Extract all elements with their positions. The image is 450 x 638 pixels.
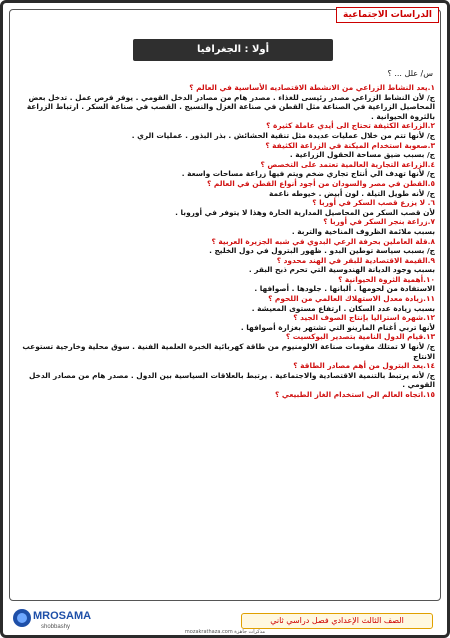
intro-prompt: س/ علل ... ؟ <box>387 69 433 78</box>
question-15: ١٥.اتجاه العالم الي استخدام الغاز الطبيعي ؟ <box>274 390 435 399</box>
question-7: ٧.زراعة بنجر السكر في أوربا ؟ <box>323 217 435 227</box>
answer-3: ج/ بسبب ضيق مساحة الحقول الزراعية . <box>289 150 435 160</box>
answer-8: ج/ بسبب سياسة توطين البدو . ظهور البترول في دول الخليج . <box>209 246 435 256</box>
answer-9: بسبب وجود الديانة الهندوسية التي تحرم ذبح البقر . <box>248 265 435 275</box>
question-13: ١٣.قيام الدول النامية بتصدير البوكسيت ؟ <box>285 332 435 342</box>
footer <box>3 601 447 635</box>
question-1: ١.يعد النشاط الزراعي من الانشطة الاقتصاديه الأساسية في العالم ؟ <box>189 83 435 92</box>
question-answer-list <box>15 83 435 400</box>
answer-13: ج/ لأنها لا تمتلك مقومات صناعة الالومنيوم من طاقة كهربائية الخبرة العلمية الفنية . سوق محلية وخارجية تستوعب الانتاج <box>22 342 435 361</box>
answer-12: لأنها تربي أغنام المارينو التي تشتهر بغزارة أصوافها . <box>240 322 435 332</box>
question-10: ١٠.أهمية الثروة الحيوانية ؟ <box>338 274 435 284</box>
question-3: ٣.صعوبة استخدام الميكنة في الزراعة الكثيفة ؟ <box>265 140 435 150</box>
site-watermark: مذكرات جاهزة mozakrathaza.com <box>184 629 266 635</box>
question-5: ٥.القطن في مصر والسودان من أجود أنواع القطن في العالم ؟ <box>207 178 435 188</box>
logo-subtext: shobbashy <box>41 624 71 630</box>
answer-10: الاستفادة من لحومها . ألبانها . جلودها . أصوافها . <box>254 284 435 294</box>
question-8: ٨.قلة العاملين بحرفة الرعي البدوي في شبه الجزيرة العربية ؟ <box>211 236 435 246</box>
question-4: ٤.الزراعة التجارية العالمية تعتمد على التخصص ؟ <box>260 159 435 169</box>
answer-5: ج/ لأنه طويل التيلة . لون أبيض . خيوطه ناعمة <box>269 188 435 198</box>
logo-text: MROSAMA <box>33 610 92 622</box>
question-6: ٦. لا يزرع قصب السكر في أوربا ؟ <box>312 198 435 208</box>
question-9: ٩.القيمة الاقتصادية للبقر في الهند محدود ؟ <box>276 255 435 265</box>
mrosama-logo <box>11 605 113 631</box>
answer-14: ج/ لأنه يرتبط بالتنمية الاقتصادية والاجتماعية . يرتبط بالعلاقات السياسية بين الدول . مصدر هام من مصادر الدخل القومي . <box>28 370 435 390</box>
question-14: ١٤.يعد البترول من أهم مصادر الطاقة ؟ <box>293 361 435 371</box>
section-title-banner: أولا : الجغرافيا <box>133 39 333 61</box>
answer-6: لأن قصب السكر من المحاصيل المدارية الحارة وهذا لا يتوفر في أوروبا . <box>175 207 435 217</box>
subject-tab: الدراسات الاجتماعية <box>336 7 439 23</box>
grade-term-label: الصف الثالث الإعدادي فصل دراسي ثاني <box>241 613 433 629</box>
answer-1: ج/ لأن النشاط الزراعي مصدر رئيسى للغذاء . مصدر هام من مصادر الدخل القومي . يوفر فرص عمل . تدخل بعض المحاصيل الزراعية في الصناعة مثل القطن في صناعة الغزل والنسيج . القصب في صناعة السكر . ارتباط الزراعة بالثروة الحيوانية . <box>26 92 435 121</box>
answer-2: ج/ لأنها تتم من خلال عمليات عديدة مثل تنقية الحشائش . بذر البذور . عمليات الري . <box>131 130 435 140</box>
answer-7: بسبب ملائمة الظروف المناخية والتربة . <box>291 226 435 236</box>
question-11: ١١.زيادة معدل الاستهلاك العالمي من اللحوم ؟ <box>268 294 435 304</box>
question-12: ١٢.شهرة استراليا بإنتاج الصوف الجيد ؟ <box>293 313 435 323</box>
answer-11: بسبب زيادة عدد السكان . ارتفاع مستوى المعيشة . <box>251 303 435 313</box>
question-2: ٢.الزراعة الكثيفة تحتاج الى أيدي عاملة كثيرة ؟ <box>266 121 435 131</box>
answer-4: ج/ لأنها تهدف الي أنتاج تجاري ضخم ويتم فيها زراعة مساحات واسعة . <box>181 169 435 179</box>
